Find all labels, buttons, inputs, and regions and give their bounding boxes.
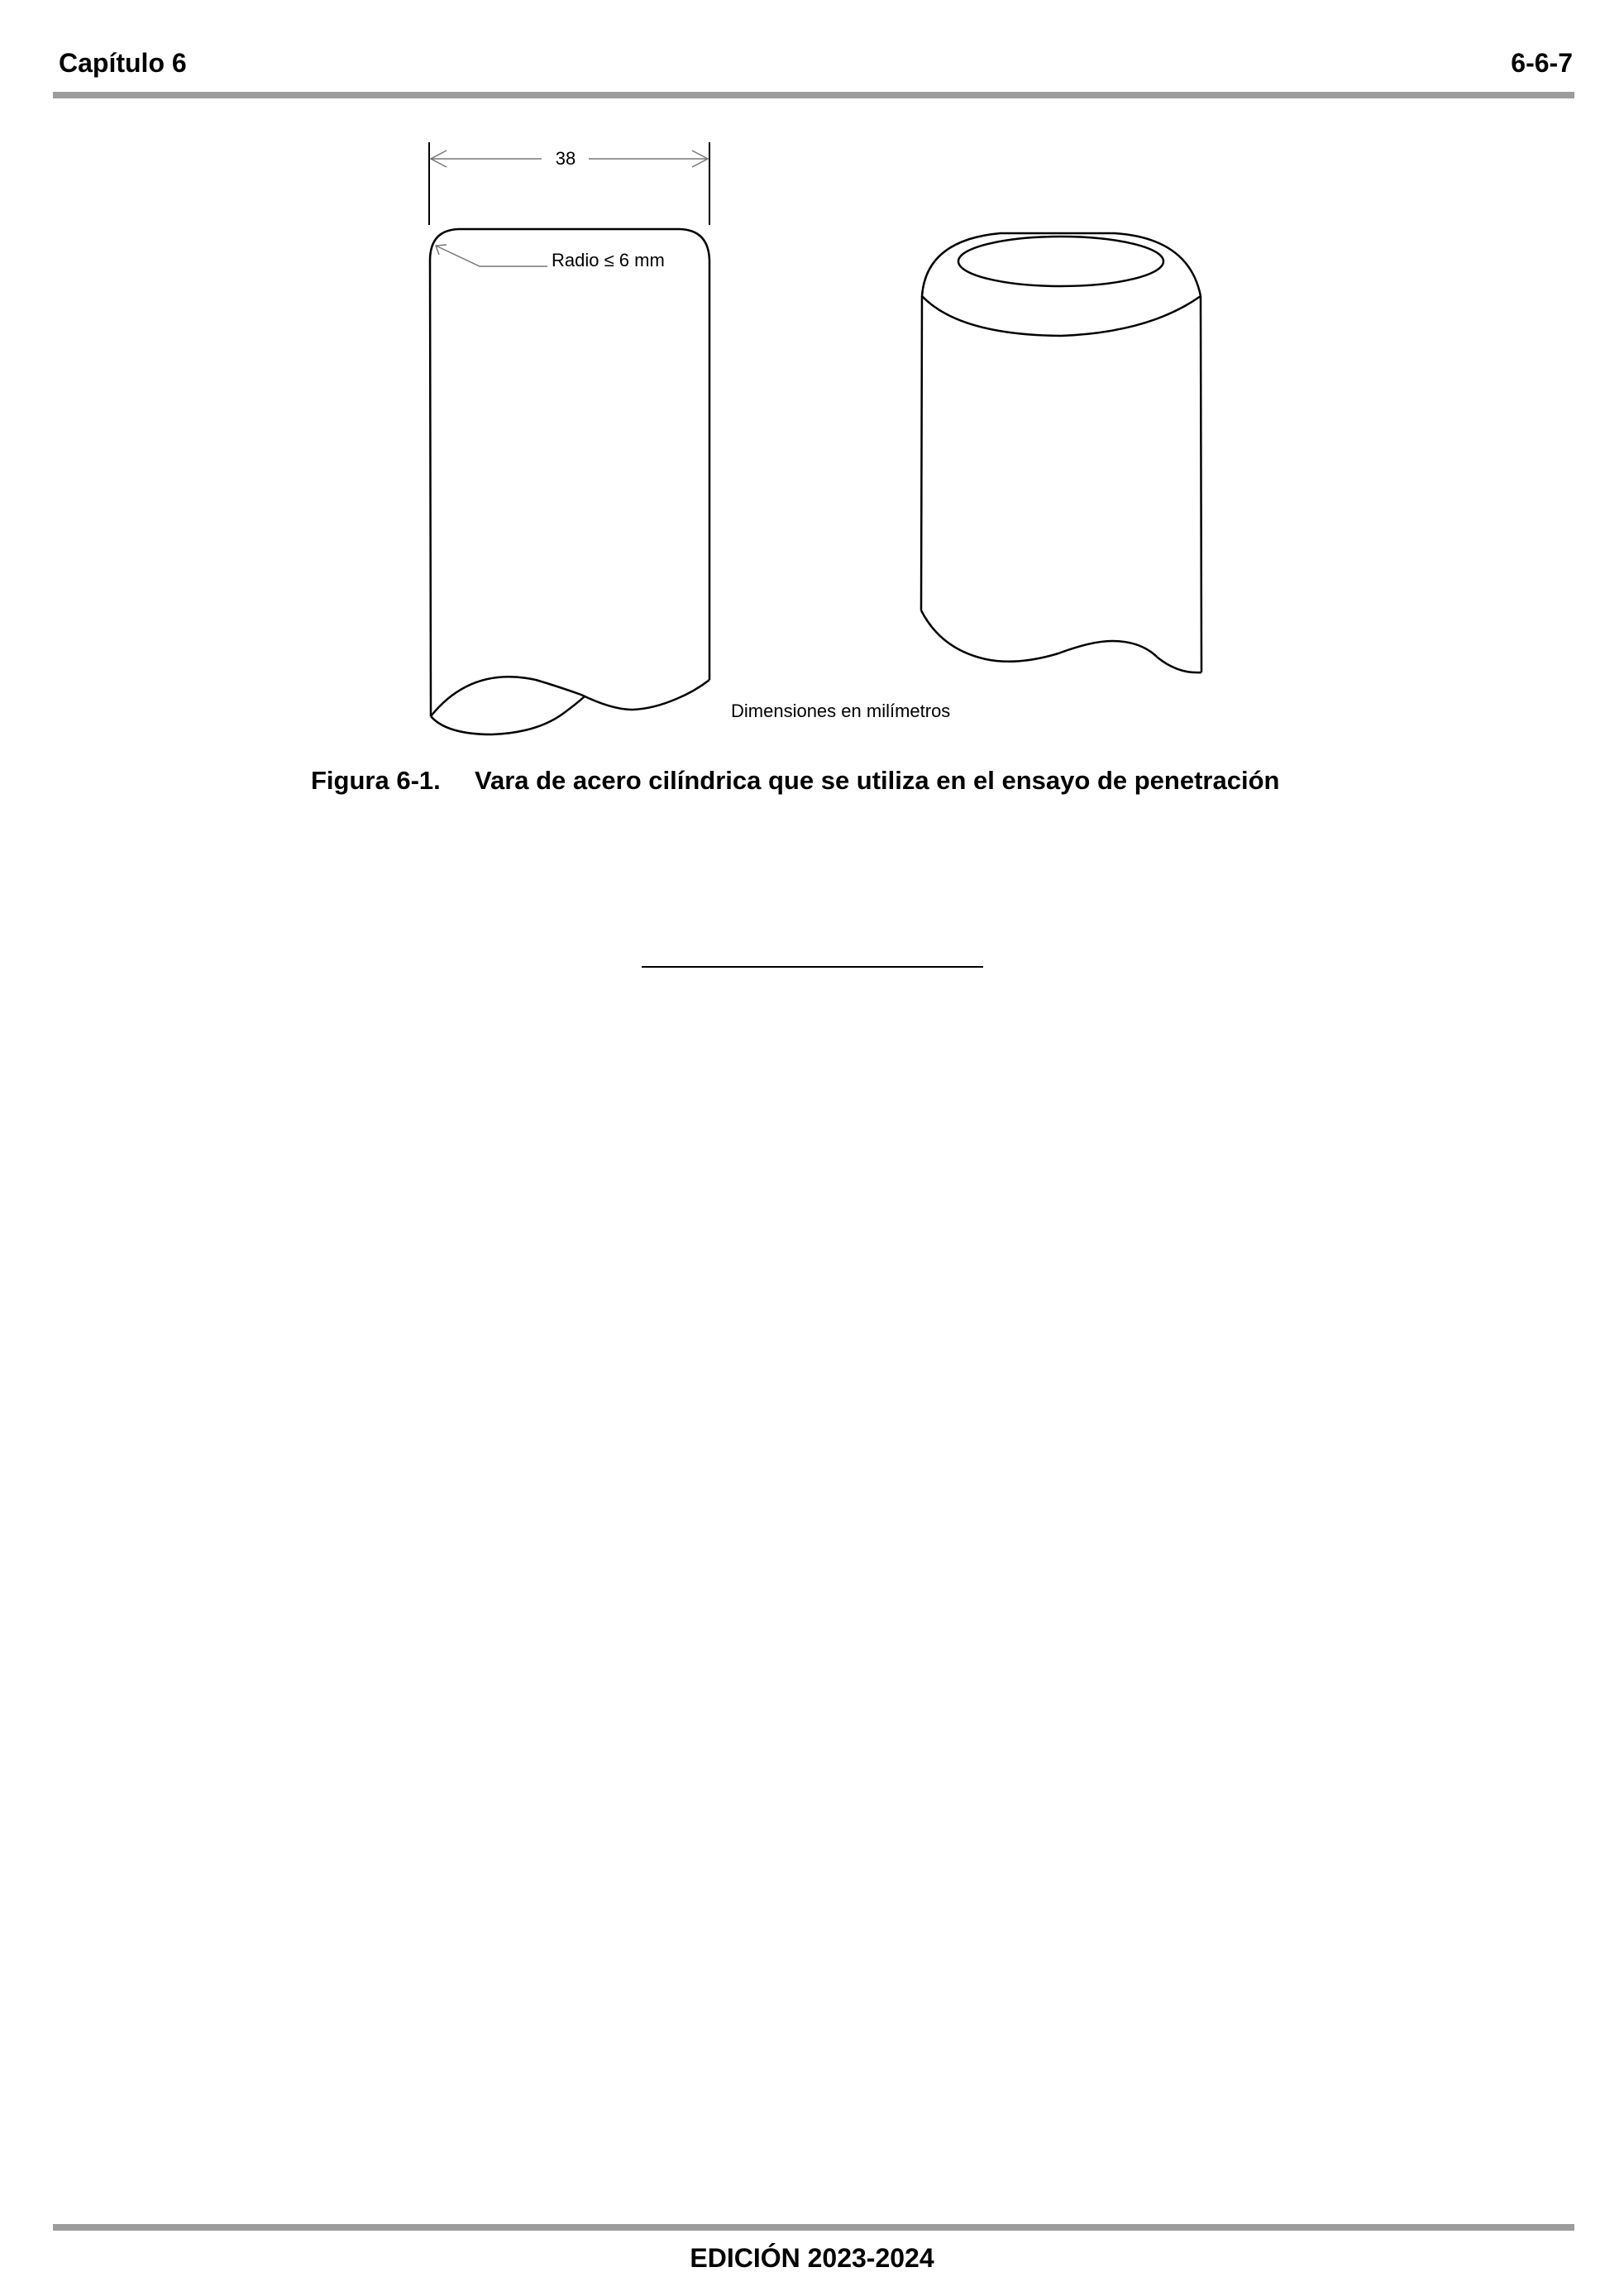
edition-footer: EDICIÓN 2023-2024	[690, 2243, 934, 2273]
figure-caption-text: Vara de acero cilíndrica que se utiliza en el ensayo de penetración	[475, 766, 1280, 795]
left-rod	[430, 229, 709, 734]
right-rod	[921, 233, 1201, 672]
radius-leader	[436, 245, 547, 266]
figure-caption	[311, 766, 1279, 796]
units-note: Dimensiones en milímetros	[731, 701, 951, 721]
dimension-label: 38	[555, 148, 576, 169]
chapter-title: Capítulo 6	[59, 48, 187, 78]
end-of-section-rule	[642, 966, 983, 968]
radius-label: Radio ≤ 6 mm	[552, 250, 665, 270]
footer-rule	[53, 2224, 1574, 2231]
figure-number: Figura 6-1.	[311, 766, 441, 795]
page-number: 6-6-7	[1511, 48, 1573, 78]
figure-6-1-drawing	[0, 0, 1624, 761]
